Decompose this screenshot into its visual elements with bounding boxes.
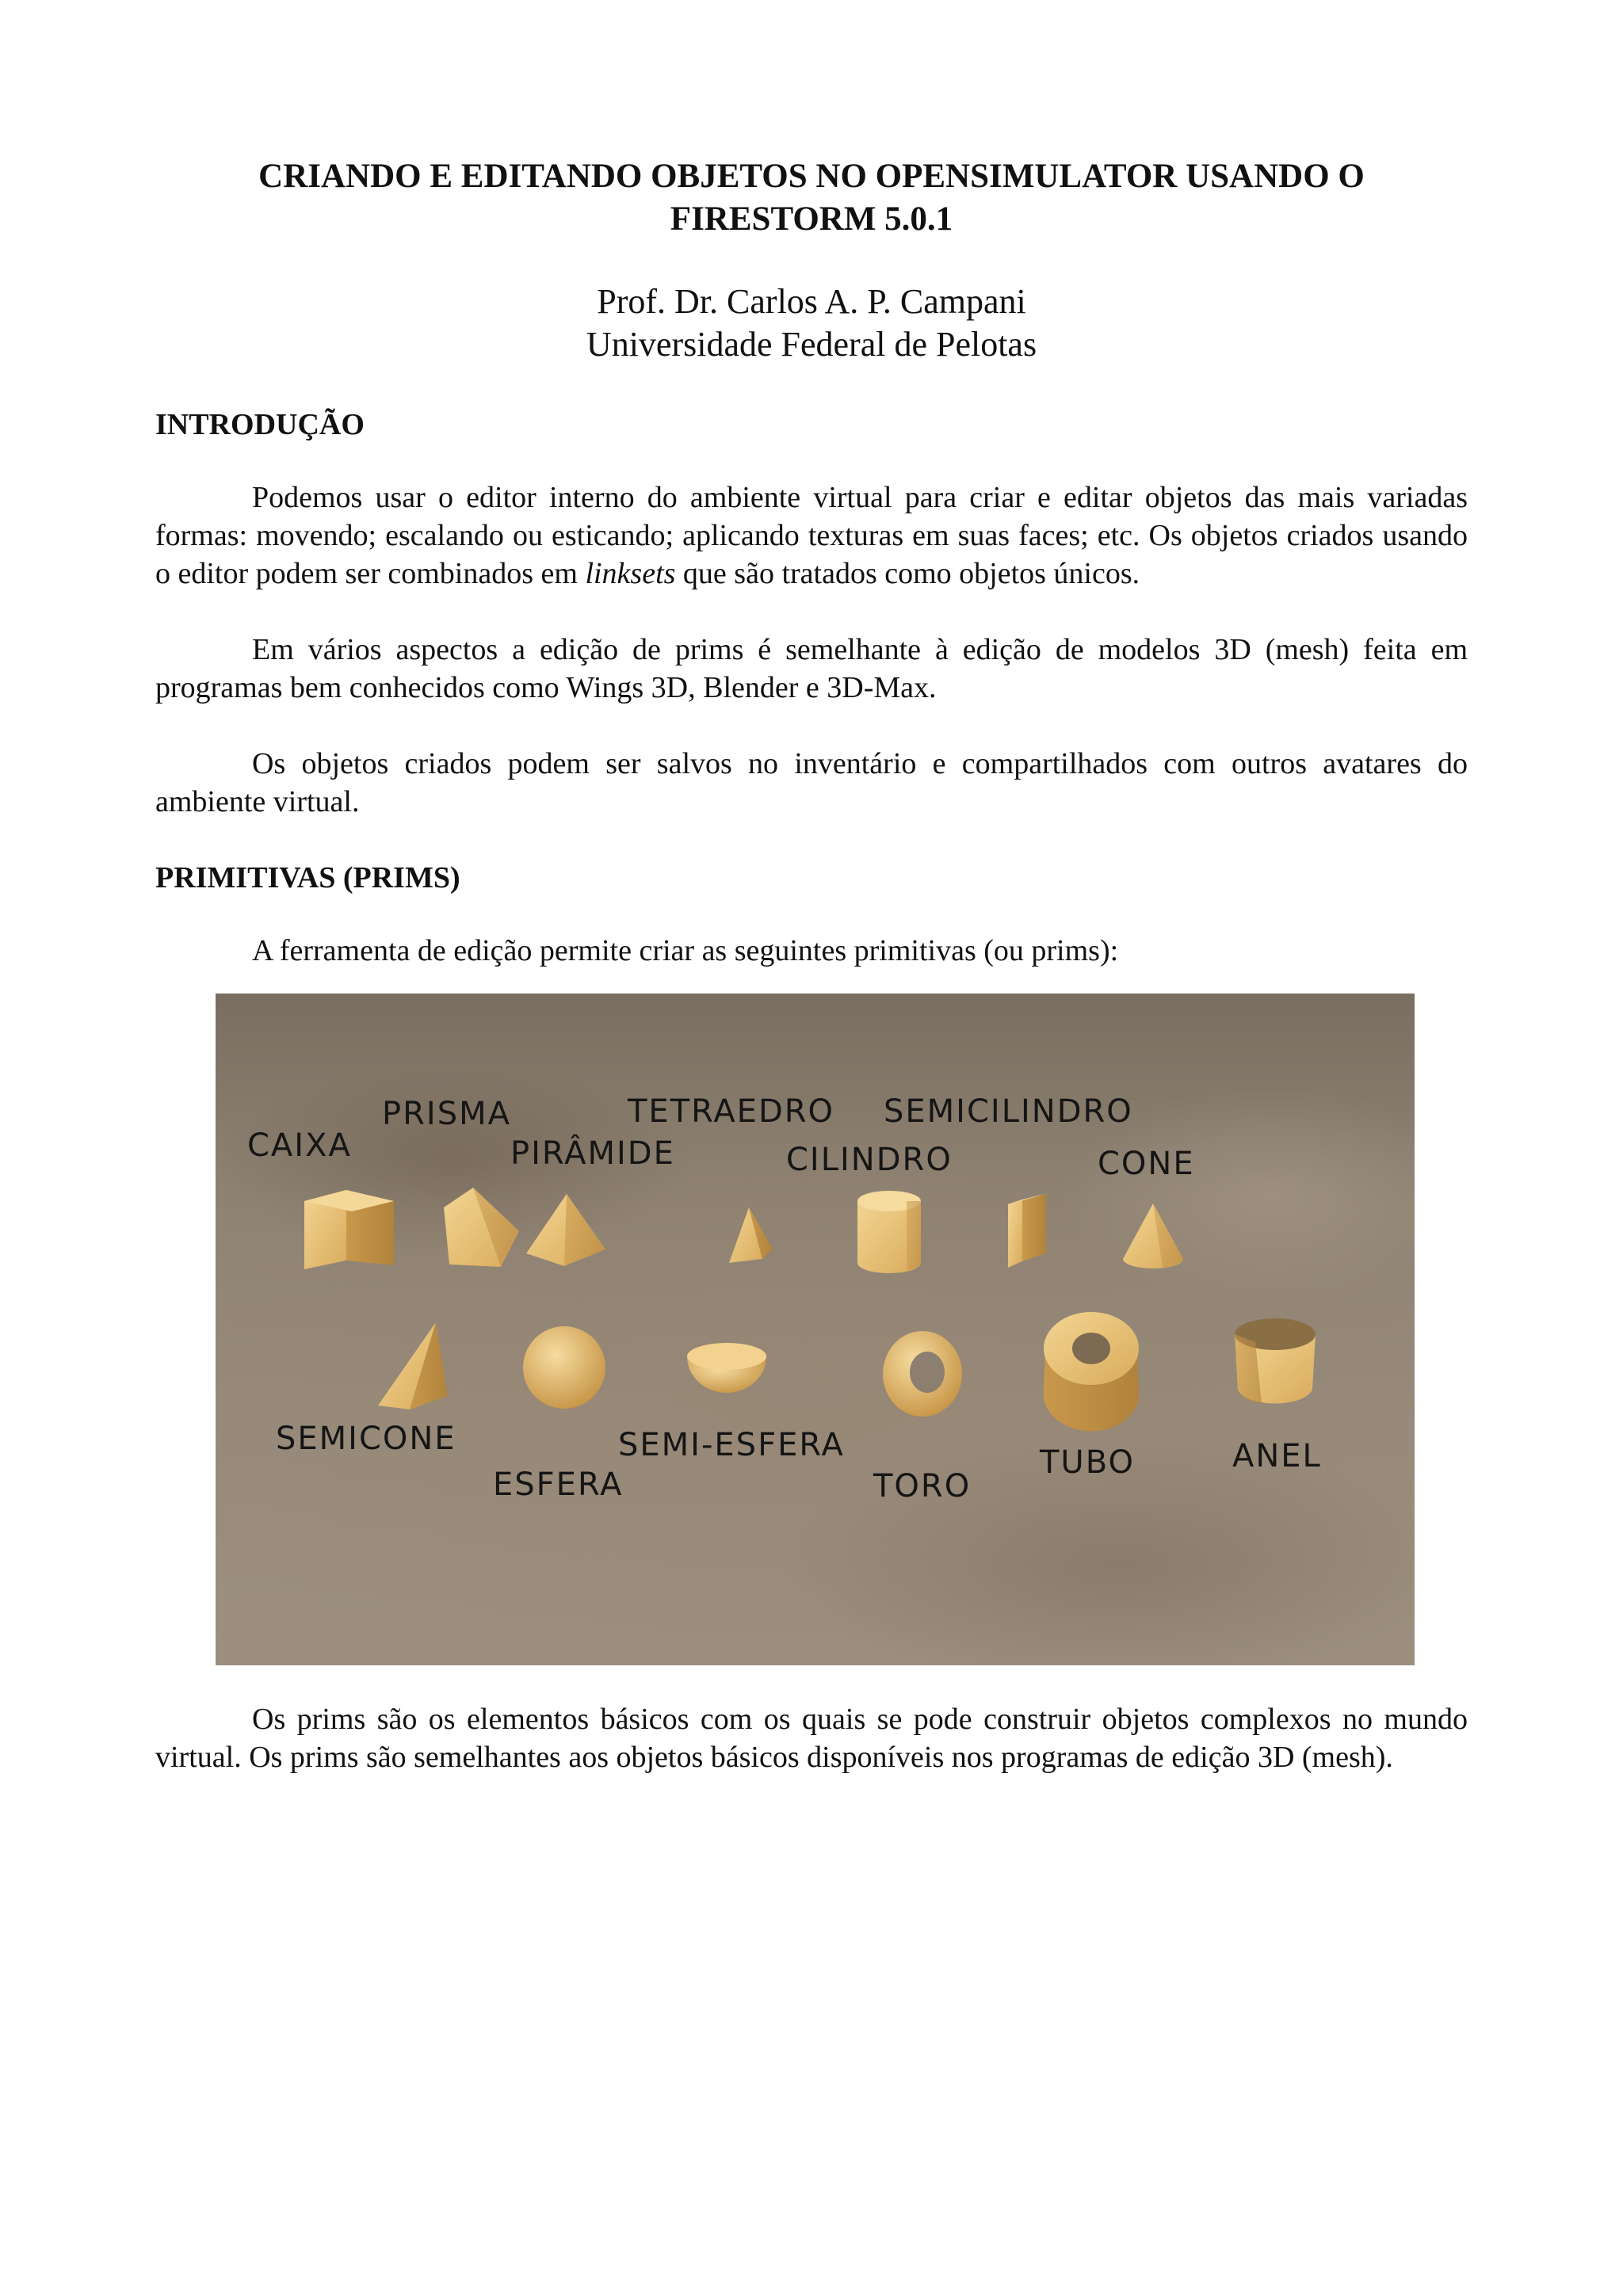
prims-paragraph-2: Os prims são os elementos básicos com os quais se pode construir objetos complexos no mundo virtual. Os prims são semelhantes aos objetos básicos disponíveis nos programas de edição 3D (mesh). xyxy=(155,1703,1468,1774)
tetraedro-label: TETRAEDRO xyxy=(628,1093,835,1130)
author-block xyxy=(155,280,1468,366)
cone-label: CONE xyxy=(1098,1146,1195,1182)
cone-shape xyxy=(1123,1203,1183,1268)
semicilindro-shape xyxy=(1008,1194,1046,1268)
anel-shape xyxy=(1235,1318,1316,1404)
intro-p1-text-end: que são tratados como objetos únicos. xyxy=(675,557,1140,590)
prims-paragraph-1: A ferramenta de edição permite criar as seguintes primitivas (ou prims): xyxy=(252,934,1119,967)
semi-esfera-label: SEMI-ESFERA xyxy=(618,1427,845,1463)
caixa-shape xyxy=(304,1190,394,1269)
linksets-term: linksets xyxy=(585,557,676,590)
prisma-shape xyxy=(444,1188,519,1267)
intro-heading: INTRODUÇÃO xyxy=(155,408,365,441)
caixa-label: CAIXA xyxy=(247,1127,352,1164)
intro-paragraph-3: Os objetos criados podem ser salvos no inventário e compartilhados com outros avatares do ambiente virtual. xyxy=(155,747,1468,818)
author-name: Prof. Dr. Carlos A. P. Campani xyxy=(597,282,1026,321)
semicone-label: SEMICONE xyxy=(276,1421,456,1457)
toro-shape xyxy=(883,1331,962,1417)
esfera-shape xyxy=(523,1326,605,1409)
prims-figure xyxy=(216,994,1415,1665)
esfera-label: ESFERA xyxy=(493,1466,624,1503)
cilindro-shape xyxy=(857,1191,921,1273)
document-title xyxy=(155,155,1468,241)
intro-paragraph-2: Em vários aspectos a edição de prims é semelhante à edição de modelos 3D (mesh) feita em programas bem conhecidos como Wings 3D, Blender e 3D-Max. xyxy=(155,633,1468,704)
intro-paragraph-1 xyxy=(155,479,1468,593)
cilindro-label: CILINDRO xyxy=(786,1142,953,1178)
semicilindro-label: SEMICILINDRO xyxy=(884,1093,1133,1130)
piramide-shape xyxy=(526,1194,605,1266)
title-line-2: FIRESTORM 5.0.1 xyxy=(670,200,953,238)
title-line-1: CRIANDO E EDITANDO OBJETOS NO OPENSIMULATOR USANDO O xyxy=(258,158,1365,195)
document-page xyxy=(155,155,1468,1776)
tubo-label: TUBO xyxy=(1040,1444,1135,1481)
author-institution: Universidade Federal de Pelotas xyxy=(586,325,1037,364)
semicone-shape xyxy=(378,1322,448,1409)
tubo-shape xyxy=(1044,1312,1139,1431)
anel-label: ANEL xyxy=(1232,1438,1322,1474)
tetraedro-shape xyxy=(729,1207,773,1263)
piramide-label: PIRÂMIDE xyxy=(510,1135,675,1172)
prims-heading: PRIMITIVAS (PRIMS) xyxy=(155,861,460,894)
toro-label: TORO xyxy=(873,1468,972,1505)
intro-p1-text-start: Podemos usar o editor interno do ambiente virtual para criar e editar objetos das mais variadas formas: movendo; escalando ou esticando; aplicando texturas em suas faces; etc. Os objetos criados usando o editor podem ser combinados em xyxy=(155,481,1468,590)
semi-esfera-shape xyxy=(687,1343,766,1393)
prisma-label: PRISMA xyxy=(382,1096,511,1132)
